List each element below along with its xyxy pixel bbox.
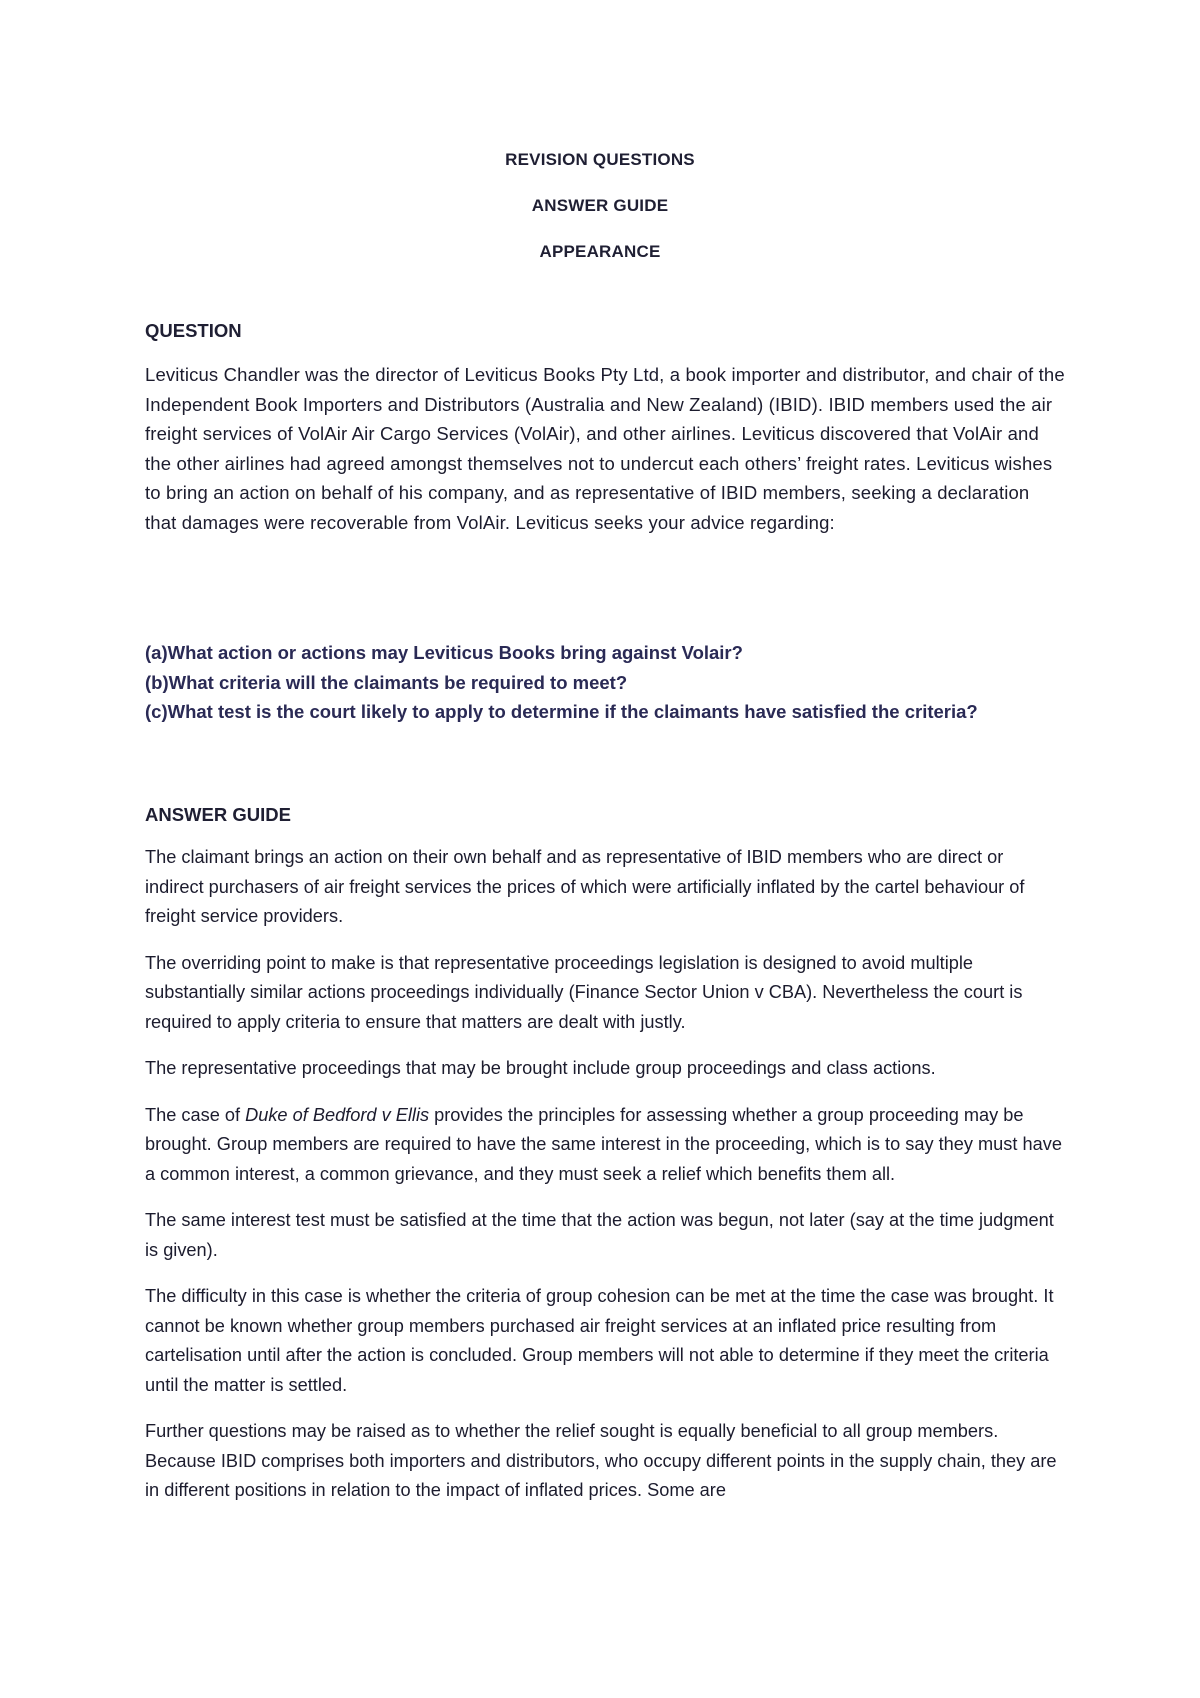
question-part-a: (a)What action or actions may Leviticus Books bring against Volair?	[145, 642, 743, 663]
answer-paragraph-6: The difficulty in this case is whether the criteria of group cohesion can be met at the time the case was brought. It cannot be known whether group members purchased air freight services at an inflated price resulting from cartelisation until after the action is concluded. Group members will not able to determine if they meet the criteria until the matter is settled.	[145, 1286, 1054, 1395]
answer-paragraph-3: The representative proceedings that may be brought include group proceedings and class actions.	[145, 1058, 936, 1078]
answer-paragraph-4	[145, 1101, 1065, 1190]
question-part-c: (c)What test is the court likely to apply to determine if the claimants have satisfied the criteria?	[145, 701, 978, 722]
question-parts	[145, 638, 1065, 727]
question-part-b: (b)What criteria will the claimants be required to meet?	[145, 671, 628, 693]
case-citation: Duke of Bedford v Ellis	[245, 1104, 430, 1125]
document-subtitle: ANSWER GUIDE	[531, 196, 669, 215]
document-title: REVISION QUESTIONS	[505, 150, 695, 169]
answer-body	[145, 843, 1065, 1523]
document-topic: APPEARANCE	[539, 242, 661, 261]
answer-paragraph-5: The same interest test must be satisfied at the time that the action was begun, not later (say at the time judgment is given).	[145, 1210, 1054, 1260]
answer-paragraph-4-lead: The case of	[145, 1104, 246, 1125]
answer-paragraph-4-rest: provides the principles for assessing whether a group proceeding may be brought. Group members are required to have the same interest in the proceeding, which is to say they must have a common interest, a common grievance, and they must seek a relief which benefits them all.	[145, 1104, 1062, 1184]
answer-paragraph-1: The claimant brings an action on their own behalf and as representative of IBID members who are direct or indirect purchasers of air freight services the prices of which were artificially inflated by the cartel behaviour of freight service providers.	[145, 847, 1025, 926]
answer-paragraph-7: Further questions may be raised as to whether the relief sought is equally beneficial to all group members. Because IBID comprises both importers and distributors, who occupy different points in the supply chain, they are in different positions in relation to the impact of inflated prices. Some are	[145, 1421, 1057, 1500]
question-heading: QUESTION	[145, 320, 242, 341]
question-text: Leviticus Chandler was the director of Leviticus Books Pty Ltd, a book importer and distributor, and chair of the Independent Book Importers and Distributors (Australia and New Zealand) (IBID). IBID members used the air freight services of VolAir Air Cargo Services (VolAir), and other airlines. Leviticus discovered that VolAir and the other airlines had agreed amongst themselves not to undercut each others’ freight rates. Leviticus wishes to bring an action on behalf of his company, and as representative of IBID members, seeking a declaration that damages were recoverable from VolAir. Leviticus seeks your advice regarding:	[145, 364, 1065, 533]
answer-heading: ANSWER GUIDE	[145, 804, 291, 825]
answer-paragraph-2: The overriding point to make is that representative proceedings legislation is designed to avoid multiple substantially similar actions proceedings individually (Finance Sector Union v CBA). Nevertheless the court is required to apply criteria to ensure that matters are dealt with justly.	[145, 952, 1023, 1032]
